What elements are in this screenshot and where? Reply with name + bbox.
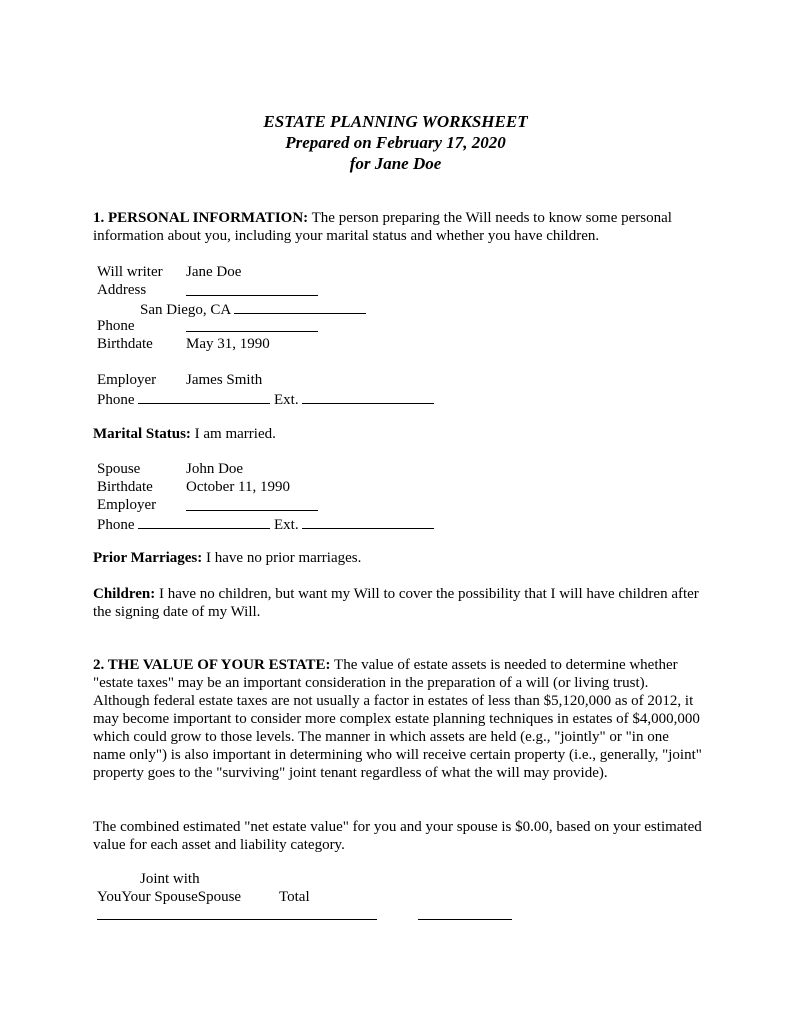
spouse-value: John Doe <box>186 461 244 477</box>
table-total-header: Total <box>279 889 310 905</box>
employer-ext-blank <box>302 389 434 404</box>
birthdate-value: May 31, 1990 <box>186 336 270 352</box>
estate-value-heading: 2. THE VALUE OF YOUR ESTATE: <box>93 657 331 673</box>
spouse-ext-label: Ext. <box>274 517 299 533</box>
spouse-employer-label: Employer <box>97 497 157 513</box>
spouse-phone-blank <box>138 514 270 529</box>
prior-marriages <box>93 549 703 567</box>
will-writer-value: Jane Doe <box>186 264 242 280</box>
spouse-label: Spouse <box>97 461 141 477</box>
employer-phone-line <box>97 389 434 409</box>
birthdate-label: Birthdate <box>97 336 153 352</box>
prepared-for: for Jane Doe <box>349 154 442 173</box>
phone-label: Phone <box>97 318 135 334</box>
spouse-phone-label: Phone <box>97 517 135 533</box>
spouse-ext-blank <box>302 514 434 529</box>
personal-info-heading: 1. PERSONAL INFORMATION: <box>93 210 309 226</box>
address-city-line <box>140 299 366 319</box>
table-header-rule <box>97 919 377 920</box>
phone-blank <box>186 317 318 337</box>
employer-ext-label: Ext. <box>274 392 299 408</box>
address-city-blank <box>234 299 366 314</box>
personal-info-text: The person preparing the Will needs to know some personal information about you, including your marital status and whether you have children. <box>93 210 672 244</box>
spouse-birthdate-label: Birthdate <box>97 479 153 495</box>
children <box>93 585 703 621</box>
employer-phone-label: Phone <box>97 392 135 408</box>
children-text: I have no children, but want my Will to cover the possibility that I will have children after the signing date of my Will. <box>93 586 699 620</box>
spouse-employer-blank <box>186 496 318 516</box>
combined-net-estate: The combined estimated "net estate value" for you and your spouse is $0.00, based on your estimated value for each asset and liability category. <box>93 819 702 853</box>
document-title: ESTATE PLANNING WORKSHEET <box>263 112 528 131</box>
personal-info-intro <box>93 209 703 245</box>
table-total-rule <box>418 919 512 920</box>
spouse-birthdate-value: October 11, 1990 <box>186 479 291 495</box>
address-city: San Diego, CA <box>140 302 231 318</box>
marital-status-text: I am married. <box>190 426 276 442</box>
table-joint-with: Joint with <box>140 871 200 887</box>
address-label: Address <box>97 282 147 298</box>
employer-phone-blank <box>138 389 270 404</box>
estate-value-text: The value of estate assets is needed to determine whether "estate taxes" may be an important consideration in the preparation of a will (or living trust). Although federal estate taxes are not usually a factor in estates of less than $5,120,000 as of 2012, it may become important to consider more complex estate planning techniques in estates of $4,000,000 which could grow to those levels. The manner in which assets are held (e.g., "jointly" or "in one name only") is also important in determining who will receive certain property (i.e., generally, "joint" property goes to the "surviving" joint tenant regardless of what the will may provide). <box>93 657 702 781</box>
will-writer-label: Will writer <box>97 264 163 280</box>
document-title-block <box>0 111 791 174</box>
marital-status-heading: Marital Status: <box>93 426 191 442</box>
address-blank <box>186 281 318 301</box>
prepared-date: Prepared on February 17, 2020 <box>285 133 506 152</box>
marital-status <box>93 425 703 443</box>
children-heading: Children: <box>93 586 156 602</box>
estate-value-section <box>93 656 703 782</box>
prior-marriages-heading: Prior Marriages: <box>93 550 203 566</box>
table-column-headers: YouYour SpouseSpouse <box>97 889 242 905</box>
employer-value: James Smith <box>186 372 263 388</box>
prior-marriages-text: I have no prior marriages. <box>202 550 362 566</box>
employer-label: Employer <box>97 372 157 388</box>
spouse-phone-line <box>97 514 434 534</box>
